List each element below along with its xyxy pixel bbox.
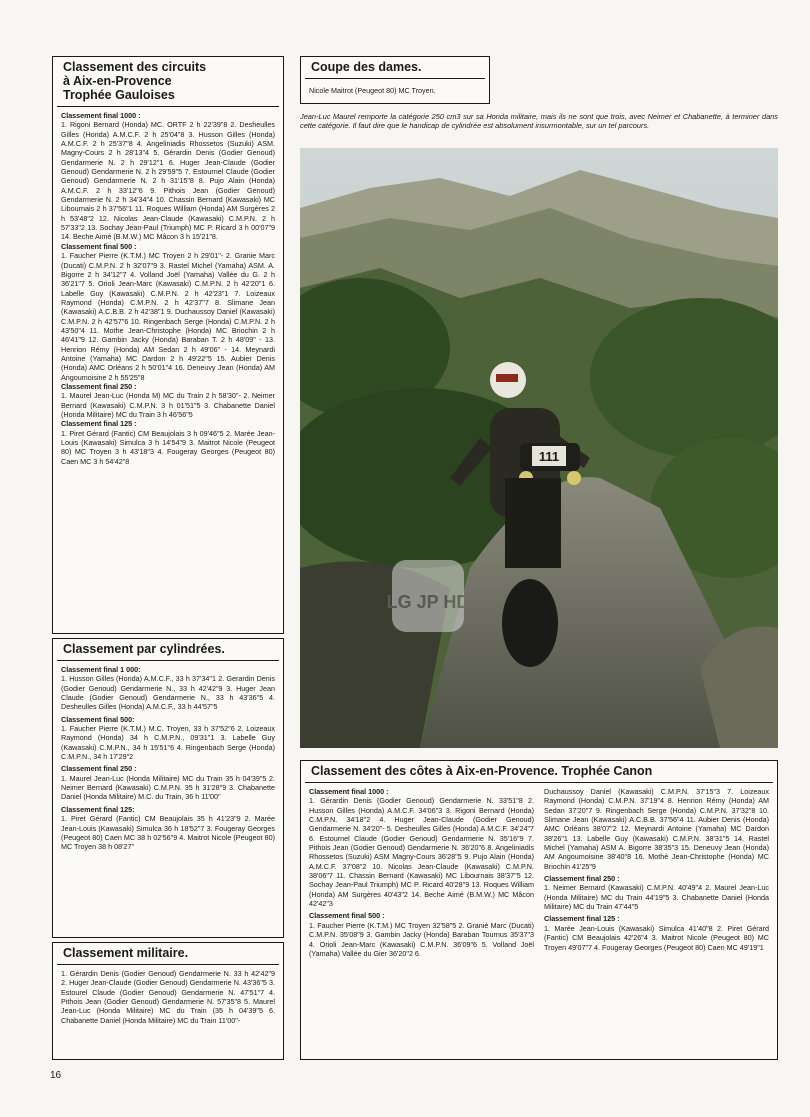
motorcycle-photo [300,148,778,748]
cylindrees-500-heading: Classement final 500: [61,714,135,724]
circuits-125-heading: Classement final 125 : [61,419,137,429]
cylindrees-results-box [52,638,284,938]
cylindrees-1000-heading: Classement final 1 000: [61,665,141,674]
cotes-250-results: 1. Neimer Bernard (Kawasaki) C.M.P.N. 40'49"4 2. Maurel Jean-Luc (Honda Militaire) MC du Train 44'19"5 3. Chabanette Daniel (Honda Militaire) MC du Train 47'44"5 [544,883,769,912]
circuits-125-results: 1. Piret Gérard (Fantic) CM Beaujolais 3 h 09'46"5 2. Marée Jean-Louis (Kawasaki) Simulca 3 h 14'54"9 3. Maitrot Nicole (Peugeot 80) MC Troyen 3 h 43'18"3 4. Fougeray Georges (Peugeot 80) Caen MC 3 h 54'42"8 [61,428,275,466]
cotes-500-results-continued: Duchaussoy Daniel (Kawasaki) C.M.P.N. 37'15"3 7. Loizeaux Raymond (Honda) C.M.P.N. 37'19"4 8. Henrion Rémy (Honda) AM Sedan 37'20"7 9. Ringenbach Serge (Honda) C.M.P.N. 37'32"8 10. Slimane Jean (Kawasaki) A.C.B.B. 37'56"4 11. Aubier Denis (Honda) AMC Orléans 38'07"2 12. Meynardi Antoine (Yamaha) MC Dardon 38'26"1 13. Labelle Guy (Kawasaki) C.M.P.N. 38'31"5 14. Rastel Michel (Yamaha) ASM A. Bigorre 38'35"3 15. Deneuvy Jean (Honda) AM Angoumoisine 38'40"8 16. Mothé Jean-Christophe (Honda) MC Briochin 41'25"9 [544,787,769,871]
militaire-body [53,965,283,1028]
plate-number: 111 [538,449,560,464]
cotes-1000-heading: Classement final 1000 : [309,787,389,796]
dames-body [301,79,489,98]
circuits-500-heading: Classement final 500 : [61,241,137,251]
dames-result: Nicole Maitrot (Peugeot 80) MC Troyen. [309,86,436,95]
photo-caption: Jean-Luc Maurel remporte la catégorie 250 cm3 sur sa Honda militaire, mais ils ne sont que trois, avec Neimer et Chabanette, à terminer dans cette catégorie. Il faut dire que le handicap de cylindrée est absolument insurmontable, sur un tel parcours. [300,112,778,131]
militaire-title: Classement militaire. [57,943,279,965]
circuits-body [53,107,283,469]
watermark-text: LG JP HD [386,592,470,612]
cotes-title: Classement des côtes à Aix-en-Provence. Trophée Canon [305,761,773,783]
cotes-500-heading: Classement final 500 : [309,911,385,921]
circuits-1000-heading: Classement final 1000 : [61,111,141,120]
cotes-results-box [300,760,778,1060]
cylindrees-title: Classement par cylindrées. [57,639,279,661]
militaire-results: 1. Gérardin Denis (Godier Genoud) Gendarmerie N. 33 h 42'42"9 2. Huger Jean-Claude (Godier Genoud) Gendarmerie N. 43'36"5 3. Estourel Claude (Godier Genoud) Gendarmerie N. 47'51"7 4. Pithois Jean (Godier Genoud) Gendarmerie N. 57'35"8 5. Maurel Jean-Luc (Honda Militaire) MC du Train (35 h 04'39"5 6. Chabanette Daniel (Honda Militaire) MC du Train 11'00"- [61,969,275,1025]
motorcycle-photo-illustration [300,148,778,748]
cylindrees-125-heading: Classement final 125: [61,804,135,814]
cylindrees-125-results: 1. Piret Gérard (Fantic) CM Beaujolais 35 h 41'23"9 2. Marée Jean-Louis (Kawasaki) Simulca 36 h 18'52"7 3. Fougeray Georges (Peugeot 80) Caen MC 38 h 02'56"9 4. Maitrot Nicole (Peugeot 80) MC Troyen 38 h 08'27" [61,814,275,852]
cylindrees-1000-results: 1. Husson Gilles (Honda) A.M.C.F., 33 h 37'34"1 2. Gerardin Denis (Godier Genoud) Gendarmerie N., 33 h 42'42"9 3. Huger Jean Claude (Godier Genoud) Gendarmerie N., 33 h 43'36"5 4. Desheulles Gilles (Honda) A.M.C.F., 33 h 44'57"5 [61,674,275,712]
cotes-250-heading: Classement final 250 : [544,874,620,884]
cotes-body [301,783,777,961]
watermark-logo [387,560,470,632]
cotes-500-results: 1. Faucher Pierre (K.T.M.) MC Troyen 32'58"5 2. Granié Marc (Ducati) C.M.P.N. 35'08"9 3. Gambin Jacky (Honda) Baraban Tournus 35'37"3 4. Orioli Jean-Marc (Kawasaki) C.M.P.N. 36'09"6 5. Volland Joël (Yamaha) Vallée du Gier 36'20"2 6. [309,920,534,958]
dames-results-box [300,56,490,104]
cotes-left-column [309,787,534,958]
page-number: 16 [50,1070,62,1081]
dames-title: Coupe des dames. [305,57,485,79]
circuits-500-results: 1. Faucher Pierre (K.T.M.) MC Troyen 2 h 29'01"- 2. Granie Marc (Ducati) C.M.P.N. 2 h 32'07"9 3. Rastel Michel (Yamaha) ASM. A. Bigorre 2 h 34'12"7 4. Volland Joël (Yamaha) Vallée du G. 2 h 36'21"7 5. Orioli Jean-Marc (Kawasaki) C.M.P.N. 2 h 42'20"1 6. Labelle Guy (Kawasaki) C.M.P.N. 2 h 42'23"1 7. Loizeaux Raymond (Honda) C.M.P.N. 2 h 42'37"7 8. Slimane Jean (Kawasaki) A.C.B.B. 2 h 42'38"1 9. Duchaussoy Daniel (Kawasaki) C.M.P.N. 2 h 42'57"6 10. Ringenbach Serge (Honda) C.M.P.N. 2 h 43'50"4 11. Mothe Jean-Christophe (Honda) MC Briochin 2 h 46'41"9 12. Gambin Jacky (Honda) Baraban T. 2 h 48'09" - 13. Henrion Rémy (Honda) AM Sedan 2 h 49'06" - 14. Meynardi Antoine (Yamaha) MC Dardon 2 h 49'22"5 15. Aubier Denis (Honda) AMC Orléans 2 h 50'01"4 16. Deneuvy Jean (Honda) AM Angoumoisine 2 h 55'25"8 [61,251,275,382]
cylindrees-250-results: 1. Maurel Jean-Luc (Honda Militaire) MC du Train 35 h 04'39"5 2. Neimer Bernard (Kawasaki) C.M.P.N. 35 h 31'28"9 3. Chabanette Daniel (Honda Militaire) M.C. du Train, 36 h 11'00" [61,773,275,802]
cotes-125-results: 1. Marée Jean-Louis (Kawasaki) Simulca 41'40"8 2. Piret Gérard (Fantic) CM Beaujolais 42'26"4 3. Maitrot Nicole (Peugeot 80) MC Troyen 49'07"7 4. Fougeray Georges (Peugeot 80) Caen MC 49'19"1 [544,923,769,952]
cylindrees-500-results: 1. Faucher Pierre (K.T.M.) M.C. Troyen, 33 h 37'52"6 2. Loizeaux Raymond (Honda) 34 h C.M.P.N., 09'31"1 3. Labelle Guy (Kawasaki) C.M.P.N., 34 h 15'51"6 4. Ringenbach Serge (Honda) C.M.P.N., 34 h 17'29"2 [61,724,275,762]
circuits-title: Classement des circuits à Aix-en-Provence Trophée Gauloises [57,57,279,107]
circuits-250-heading: Classement final 250 : [61,381,137,391]
militaire-results-box [52,942,284,1060]
circuits-results-box [52,56,284,634]
cotes-right-column [544,787,769,958]
cylindrees-250-heading: Classement final 250 : [61,764,137,774]
cotes-1000-results: 1. Gérardin Denis (Godier Genoud) Gendarmerie N. 33'51"8 2. Husson Gilles (Honda) A.M.C.F. 34'06"3 3. Rigoni Bernard (Honda) C.M.P.N. 34'18"2 4. Huger Jean-Claude (Godier Genoud) Gendarmerie N. 34'20"- 5. Desheulles Gilles (Honda) A.M.C.F. 34'24"7 6. Estournel Claude (Godier Genoud) Gendarmerie N. 35'16"9 7. Pithois Jean (Godier Genoud) Gendarmerie N. 36'20"6 8. Angeliniadis Rhossetos (Suzuki) ASM Magny-Cours 36'28"5 9. Pujo Alain (Honda) A.M.C.F. 37'08"2 10. Nicolas Jean-Claude (Kawasaki) C.M.P.N. 38'06"7 11. Chassin Bernard (Kawasaki) MC Libournais 38'37"5 12. Sochay Jean-Paul Triumph) MC P. Ricard 40'28"9 13. Roques William (Honda) AM Surgères 40'43"2 14. Beche Aimé (B.M.W.) MC Mâcon 42'42"3 [309,796,534,909]
circuits-1000-results: 1. Rigoni Bernard (Honda) MC. ORTF 2 h 22'39"8 2. Desheulles Gilles (Honda) A.M.C.F. 2 h 25'04"8 3. Husson Gilles (Honda) A.M.C.F. 2 h 25'37"8 4. Angeliniadis Rhossetos (Suzuki) ASM. Magny-Cours 2 h 28'13"4 5. Gérardin Denis (Godier Genoud) Gendarmerie N. 2 h 29'12"1 6. Huger Jean-Claude (Godier Genoud) Gendarmerie N. 2 h 29'59"5 7. Estournel Claude (Godier Genoud) Gendarmerie N. 2 h 31'15"8 8. Pujo Alain (Honda) A.M.C.F. 2 h 33'12"6 9. Pithois Jean (Godier Genoud) Gendarmerie N. 2 h 34'34"4 10. Chassin Bernard (Kawasaki) MC Libournais 2 h 37'56"1 11. Roques William (Honda) AM Surgères 2 h 53'48"2 12. Nicolas Jean-Claude (Kawasaki) C.M.P.N. 2 h 57'33"2 13. Sochay Jean-Paul (Triumph) MC P. Ricard 3 h 00'07"9 14. Beche Aimé (B.M.W.) MC Mâcon 3 h 15'21"8. [61,120,275,242]
cylindrees-body [53,661,283,855]
cotes-125-heading: Classement final 125 : [544,914,620,924]
circuits-250-results: 1. Maurel Jean-Luc (Honda M) MC du Train 2 h 58'30"- 2. Neimer Bernard (Kawasaki) C.M.P.N. 3 h 01'51"5 3. Chabanette Daniel (Honda Militaire) MC du Train 3 h 46'56"5 [61,391,275,419]
